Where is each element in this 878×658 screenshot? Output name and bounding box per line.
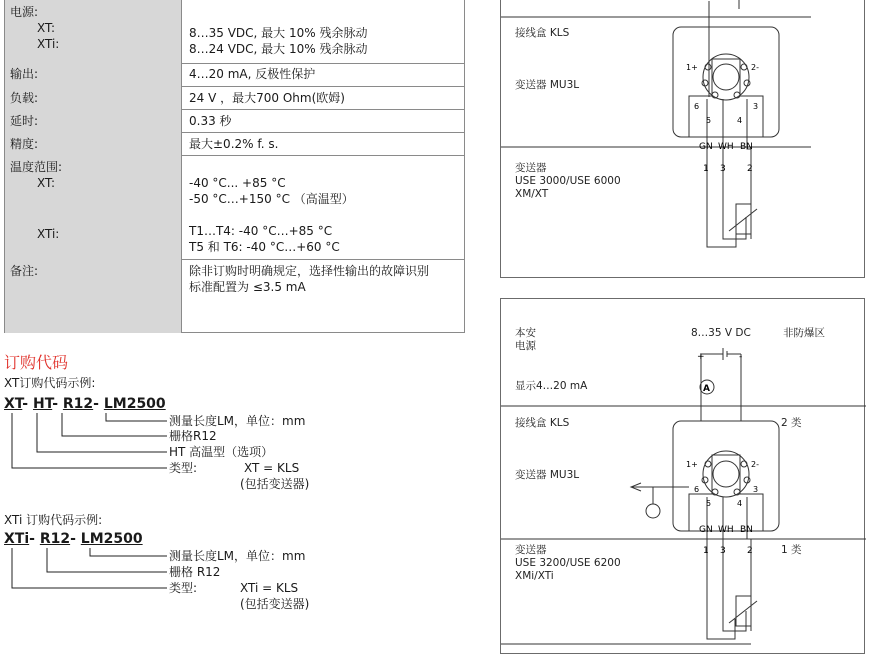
d1-wire-gn: GN: [699, 142, 713, 152]
row-power: 电源: XT: XTi: 8…35 VDC, 最大 10% 残余脉动 8…24 VDC, 最大 10% 残余脉动: [5, 0, 464, 64]
xt-example-label: XT订购代码示例:: [4, 376, 96, 390]
d1-transmitter-label: 变送器 MU3L: [515, 79, 580, 91]
d2-sensor-model: USE 3200/USE 6200: [515, 557, 621, 569]
d2-pin-2: 2-: [751, 460, 759, 469]
xt-ann-type: 类型:: [169, 461, 198, 475]
xt-ann-length: 测量长度LM，单位：mm: [169, 414, 306, 428]
d2-num-2: 2: [747, 546, 753, 556]
d2-sensor-type: XMi/XTi: [515, 570, 554, 582]
xt-ann-grid: 栅格R12: [169, 429, 217, 443]
d2-wire-wh: WH: [718, 525, 734, 535]
d2-wire-gn: GN: [699, 525, 713, 535]
xti-ann-length: 测量长度LM，单位：mm: [169, 549, 306, 563]
d2-safe-label: 本安: [515, 327, 536, 339]
d2-wire-bn: BN: [740, 525, 753, 535]
wiring-diagram-xt: [500, 0, 865, 278]
xt-code: XT- HT- R12- LM2500: [4, 396, 166, 412]
d1-sensor-label: 变送器: [515, 162, 547, 174]
d1-pin-3: 3: [753, 102, 759, 111]
xti-ann-type-note: (包括变送器): [240, 597, 310, 611]
row-remark: 备注: 除非订购时明确规定，选择性输出的故障识别 标准配置为 ≤3.5 mA: [5, 259, 464, 333]
d2-class1-label: 1 类: [781, 544, 802, 556]
d1-num-1: 1: [703, 164, 709, 174]
d2-supply-label: 8…35 V DC: [691, 327, 751, 339]
order-title: 订购代码: [4, 353, 69, 372]
d1-junction-label: 接线盒 KLS: [515, 27, 570, 39]
d2-junction-label: 接线盒 KLS: [515, 417, 570, 429]
wiring-diagram-xt-drawing: [501, 0, 866, 279]
svg-text:-: -: [739, 352, 743, 362]
svg-text:+: +: [697, 352, 705, 362]
d2-ammeter-icon: A: [703, 384, 710, 394]
d1-num-3: 3: [720, 164, 726, 174]
row-load: 负载: 24 V ，最大700 Ohm(欧姆): [5, 86, 464, 110]
xti-ann-type-value: XTi = KLS: [240, 581, 299, 595]
d2-class2-label: 2 类: [781, 417, 802, 429]
row-accuracy: 精度: 最大±0.2% f. s.: [5, 132, 464, 156]
xt-ann-ht: HT 高温型（选项）: [169, 445, 274, 459]
d1-pin-6: 6: [694, 102, 700, 111]
xt-ann-type-value: XT = KLS: [244, 461, 300, 475]
xti-code: XTi- R12- LM2500: [4, 531, 143, 547]
xt-ann-type-note: (包括变送器): [240, 477, 310, 491]
d2-transmitter-label: 变送器 MU3L: [515, 469, 580, 481]
row-temperature: 温度范围: XT: XTi: -40 °C... +85 °C -50 °C…+150 °C （高温型） T1…T4: -40 °C…+85 °C T5 和 T6: -40 °C…+60 °C: [5, 155, 464, 260]
d1-wire-wh: WH: [718, 142, 734, 152]
d2-pin-4: 4: [737, 499, 743, 508]
d2-zone-label: 非防爆区: [783, 327, 825, 339]
row-delay: 延时: 0.33 秒: [5, 109, 464, 133]
d1-sensor-model: USE 3000/USE 6000: [515, 175, 621, 187]
d2-sensor-label: 变送器: [515, 544, 547, 556]
xti-ann-type: 类型:: [169, 581, 198, 595]
xti-ann-grid: 栅格 R12: [169, 565, 221, 579]
d1-pin-5: 5: [706, 116, 712, 125]
row-output: 输出: 4…20 mA, 反极性保护: [5, 62, 464, 87]
d2-power-label: 电源: [515, 340, 536, 352]
wiring-diagram-xti: [500, 298, 865, 654]
d2-display-label: 显示4…20 mA: [515, 380, 588, 392]
d2-pin-5: 5: [706, 499, 712, 508]
d1-pin-2: 2-: [751, 63, 759, 72]
d2-pin-3: 3: [753, 485, 759, 494]
d1-sensor-type: XM/XT: [515, 188, 549, 200]
d2-num-1: 1: [703, 546, 709, 556]
d2-pin-6: 6: [694, 485, 700, 494]
d1-wire-bn: BN: [740, 142, 753, 152]
d1-pin-1: 1+: [686, 63, 698, 72]
d2-num-3: 3: [720, 546, 726, 556]
xti-example-label: XTi 订购代码示例:: [4, 513, 103, 527]
d1-pin-4: 4: [737, 116, 743, 125]
d1-num-2: 2: [747, 164, 753, 174]
d2-pin-1: 1+: [686, 460, 698, 469]
